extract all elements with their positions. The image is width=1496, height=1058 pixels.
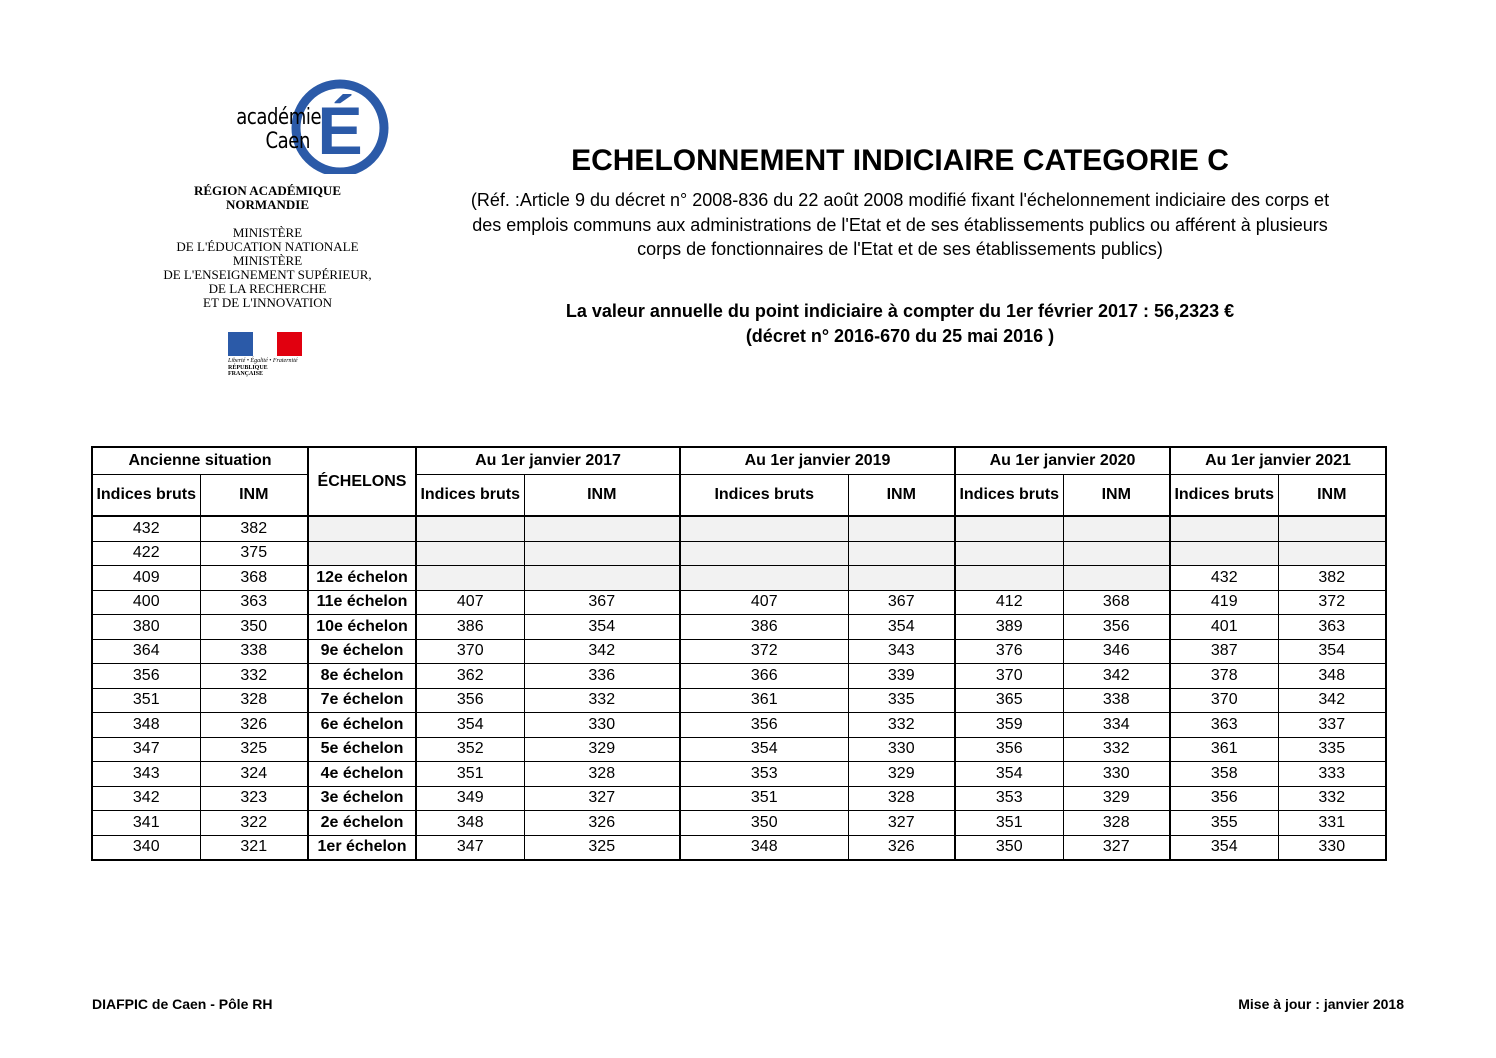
table-cell: 350: [200, 615, 308, 640]
table-cell: 367: [848, 590, 955, 615]
table-cell: [1278, 541, 1386, 566]
table-row: [92, 639, 1386, 664]
table-cell: 368: [1063, 590, 1170, 615]
echelon-cell: 6e échelon: [308, 713, 416, 738]
table-row: [92, 835, 1386, 860]
table-cell: [680, 566, 848, 591]
table-cell: 327: [848, 811, 955, 836]
point-value-text: [430, 299, 1370, 349]
table-cell: 370: [955, 664, 1063, 689]
academy-logo: [140, 66, 395, 386]
table-cell: 337: [1278, 713, 1386, 738]
table-cell: 356: [416, 688, 524, 713]
salary-grid-table: [91, 446, 1387, 861]
table-cell: 349: [416, 786, 524, 811]
table-cell: 350: [955, 835, 1063, 860]
table-cell: 366: [680, 664, 848, 689]
table-cell: 382: [1278, 566, 1386, 591]
table-cell: 372: [1278, 590, 1386, 615]
table-cell: 363: [1170, 713, 1278, 738]
table-cell: 329: [848, 762, 955, 787]
table-cell: 348: [92, 713, 200, 738]
echelon-cell: 9e échelon: [308, 639, 416, 664]
table-cell: 329: [524, 737, 680, 762]
table-cell: 326: [524, 811, 680, 836]
table-row: [92, 811, 1386, 836]
table-cell: 347: [416, 835, 524, 860]
table-cell: 328: [848, 786, 955, 811]
table-cell: 347: [92, 737, 200, 762]
table-cell: 348: [416, 811, 524, 836]
table-cell: 351: [680, 786, 848, 811]
region-name-2: NORMANDIE: [225, 197, 310, 212]
table-cell: [524, 566, 680, 591]
table-cell: 346: [1063, 639, 1170, 664]
table-cell: [1170, 516, 1278, 541]
table-row: [92, 713, 1386, 738]
table-cell: 332: [524, 688, 680, 713]
table-cell: 354: [1170, 835, 1278, 860]
col-header-inm: INM: [1278, 475, 1386, 517]
table-cell: 334: [1063, 713, 1170, 738]
table-cell: 324: [200, 762, 308, 787]
echelon-cell: 8e échelon: [308, 664, 416, 689]
ministry-1-b: DE L'ÉDUCATION NATIONALE: [176, 239, 359, 254]
table-cell: 375: [200, 541, 308, 566]
table-cell: 328: [1063, 811, 1170, 836]
table-cell: 363: [1278, 615, 1386, 640]
table-cell: 330: [1278, 835, 1386, 860]
table-cell: 348: [1278, 664, 1386, 689]
table-row: [92, 566, 1386, 591]
table-cell: 355: [1170, 811, 1278, 836]
table-cell: 356: [92, 664, 200, 689]
table-cell: 330: [524, 713, 680, 738]
table-cell: 432: [92, 516, 200, 541]
group-header-2021: Au 1er janvier 2021: [1170, 447, 1386, 475]
col-header-inm: INM: [524, 475, 680, 517]
echelon-cell: 2e échelon: [308, 811, 416, 836]
table-row: [92, 786, 1386, 811]
point-value-line-1: La valeur annuelle du point indiciaire à compter du 1er février 2017 : 56,2323 €: [565, 301, 1235, 321]
table-cell: 322: [200, 811, 308, 836]
republic-motto: Liberté • Égalité • Fraternité: [228, 358, 298, 364]
reference-line-1: (Réf. :Article 9 du décret n° 2008-836 du 22 août 2008 modifié fixant l'échelonnement indiciaire des corps et: [470, 190, 1330, 210]
table-cell: 323: [200, 786, 308, 811]
table-cell: 370: [416, 639, 524, 664]
table-cell: 332: [200, 664, 308, 689]
echelon-cell: 5e échelon: [308, 737, 416, 762]
table-cell: 332: [1063, 737, 1170, 762]
echelon-cell: 4e échelon: [308, 762, 416, 787]
table-cell: 362: [416, 664, 524, 689]
table-cell: 370: [1170, 688, 1278, 713]
table-cell: 401: [1170, 615, 1278, 640]
table-cell: 325: [524, 835, 680, 860]
table-cell: 350: [680, 811, 848, 836]
table-cell: 325: [200, 737, 308, 762]
table-cell: [680, 541, 848, 566]
table-cell: 332: [1278, 786, 1386, 811]
table-cell: 407: [680, 590, 848, 615]
table-cell: 351: [416, 762, 524, 787]
ministry-1-a: MINISTÈRE: [232, 225, 303, 240]
ministry-block: [140, 184, 395, 309]
echelon-cell: 7e échelon: [308, 688, 416, 713]
table-cell: 412: [955, 590, 1063, 615]
table-cell: 341: [92, 811, 200, 836]
table-cell: 348: [680, 835, 848, 860]
table-cell: 365: [955, 688, 1063, 713]
table-cell: 361: [1170, 737, 1278, 762]
col-header-inm: INM: [848, 475, 955, 517]
table-cell: 356: [1063, 615, 1170, 640]
table-cell: 353: [680, 762, 848, 787]
table-cell: 354: [955, 762, 1063, 787]
table-cell: 364: [92, 639, 200, 664]
table-cell: 333: [1278, 762, 1386, 787]
table-cell: 422: [92, 541, 200, 566]
table-cell: 409: [92, 566, 200, 591]
table-row: [92, 737, 1386, 762]
region-name: RÉGION ACADÉMIQUE: [194, 183, 341, 198]
table-cell: [848, 566, 955, 591]
table-cell: [1278, 516, 1386, 541]
reference-line-3: corps de fonctionnaires de l'Etat et de ses établissements publics): [637, 239, 1163, 259]
echelons-header: ÉCHELONS: [308, 447, 416, 516]
table-cell: 386: [416, 615, 524, 640]
ministry-2-b: DE L'ENSEIGNEMENT SUPÉRIEUR,: [163, 267, 372, 282]
table-cell: 321: [200, 835, 308, 860]
republic-name: RÉPUBLIQUE FRANÇAISE: [228, 365, 268, 377]
echelon-cell: 1er échelon: [308, 835, 416, 860]
table-cell: [1063, 566, 1170, 591]
table-cell: 331: [1278, 811, 1386, 836]
ministry-2-d: ET DE L'INNOVATION: [203, 295, 332, 310]
table-cell: 335: [1278, 737, 1386, 762]
table-cell: 354: [1278, 639, 1386, 664]
echelon-cell: 3e échelon: [308, 786, 416, 811]
echelon-cell: 12e échelon: [308, 566, 416, 591]
table-cell: 363: [200, 590, 308, 615]
echelon-cell: [308, 541, 416, 566]
table-cell: 389: [955, 615, 1063, 640]
table-cell: [416, 541, 524, 566]
table-cell: [680, 516, 848, 541]
table-cell: 354: [524, 615, 680, 640]
republic-logo: [228, 332, 308, 377]
footer-service: DIAFPIC de Caen - Pôle RH: [92, 996, 273, 1012]
col-header-inm: INM: [200, 475, 308, 517]
footer-update-date: Mise à jour : janvier 2018: [1238, 996, 1404, 1012]
table-cell: [955, 566, 1063, 591]
table-cell: 407: [416, 590, 524, 615]
table-cell: 361: [680, 688, 848, 713]
table-cell: 376: [955, 639, 1063, 664]
table-row: [92, 615, 1386, 640]
table-cell: 327: [1063, 835, 1170, 860]
table-row: [92, 541, 1386, 566]
table-cell: 378: [1170, 664, 1278, 689]
table-cell: 356: [680, 713, 848, 738]
table-cell: 380: [92, 615, 200, 640]
table-cell: 432: [1170, 566, 1278, 591]
table-cell: 332: [848, 713, 955, 738]
ministry-2-c: DE LA RECHERCHE: [208, 281, 327, 296]
table-cell: 338: [200, 639, 308, 664]
table-cell: 328: [200, 688, 308, 713]
echelon-cell: 11e échelon: [308, 590, 416, 615]
table-cell: 338: [1063, 688, 1170, 713]
table-cell: 327: [524, 786, 680, 811]
group-header-2017: Au 1er janvier 2017: [416, 447, 680, 475]
group-header-2019: Au 1er janvier 2019: [680, 447, 955, 475]
table-cell: 343: [92, 762, 200, 787]
table-cell: [1170, 541, 1278, 566]
table-cell: 330: [848, 737, 955, 762]
table-cell: [524, 516, 680, 541]
table-cell: 386: [680, 615, 848, 640]
table-cell: [955, 516, 1063, 541]
col-header-ib: Indices bruts: [92, 475, 200, 517]
table-cell: 382: [200, 516, 308, 541]
table-cell: 387: [1170, 639, 1278, 664]
table-cell: 335: [848, 688, 955, 713]
table-cell: 336: [524, 664, 680, 689]
emblem-letter: É: [317, 93, 363, 169]
table-cell: 400: [92, 590, 200, 615]
table-cell: 351: [955, 811, 1063, 836]
table-cell: 342: [92, 786, 200, 811]
academy-wordmark: [236, 105, 322, 154]
group-header-old: Ancienne situation: [92, 447, 308, 475]
table-row: [92, 688, 1386, 713]
table-cell: 359: [955, 713, 1063, 738]
table-cell: [416, 516, 524, 541]
french-flag-icon: [228, 332, 302, 356]
table-cell: 367: [524, 590, 680, 615]
table-cell: [955, 541, 1063, 566]
table-cell: 330: [1063, 762, 1170, 787]
table-cell: 343: [848, 639, 955, 664]
table-cell: 328: [524, 762, 680, 787]
table-cell: 358: [1170, 762, 1278, 787]
table-cell: 354: [848, 615, 955, 640]
table-cell: 356: [955, 737, 1063, 762]
table-row: [92, 516, 1386, 541]
table-cell: [524, 541, 680, 566]
table-cell: [416, 566, 524, 591]
table-cell: [1063, 516, 1170, 541]
reference-text: [425, 188, 1375, 262]
echelon-cell: 10e échelon: [308, 615, 416, 640]
table-row: [92, 590, 1386, 615]
table-cell: 326: [848, 835, 955, 860]
table-cell: 354: [416, 713, 524, 738]
table-cell: 339: [848, 664, 955, 689]
point-value-line-2: (décret n° 2016-670 du 25 mai 2016 ): [745, 326, 1055, 346]
table-cell: 419: [1170, 590, 1278, 615]
ministry-2-a: MINISTÈRE: [232, 253, 303, 268]
table-cell: 354: [680, 737, 848, 762]
col-header-ib: Indices bruts: [680, 475, 848, 517]
table-cell: 340: [92, 835, 200, 860]
table-cell: [848, 541, 955, 566]
reference-line-2: des emplois communs aux administrations de l'Etat et de ses établissements publics ou afférent à plusieurs: [472, 214, 1328, 235]
table-row: [92, 664, 1386, 689]
table-cell: 342: [524, 639, 680, 664]
echelon-cell: [308, 516, 416, 541]
table-cell: 356: [1170, 786, 1278, 811]
group-header-2020: Au 1er janvier 2020: [955, 447, 1170, 475]
table-cell: [848, 516, 955, 541]
col-header-inm: INM: [1063, 475, 1170, 517]
academy-word: académie: [236, 105, 322, 130]
table-cell: 353: [955, 786, 1063, 811]
table-cell: [1063, 541, 1170, 566]
table-cell: 372: [680, 639, 848, 664]
table-cell: 326: [200, 713, 308, 738]
academy-city: Caen: [265, 129, 310, 154]
table-cell: 368: [200, 566, 308, 591]
col-header-ib: Indices bruts: [1170, 475, 1278, 517]
table-cell: 342: [1278, 688, 1386, 713]
page-title: ECHELONNEMENT INDICIAIRE CATEGORIE C: [571, 144, 1229, 177]
table-cell: 329: [1063, 786, 1170, 811]
col-header-ib: Indices bruts: [416, 475, 524, 517]
table-row: [92, 762, 1386, 787]
table-cell: 351: [92, 688, 200, 713]
table-cell: 352: [416, 737, 524, 762]
col-header-ib: Indices bruts: [955, 475, 1063, 517]
table-cell: 342: [1063, 664, 1170, 689]
